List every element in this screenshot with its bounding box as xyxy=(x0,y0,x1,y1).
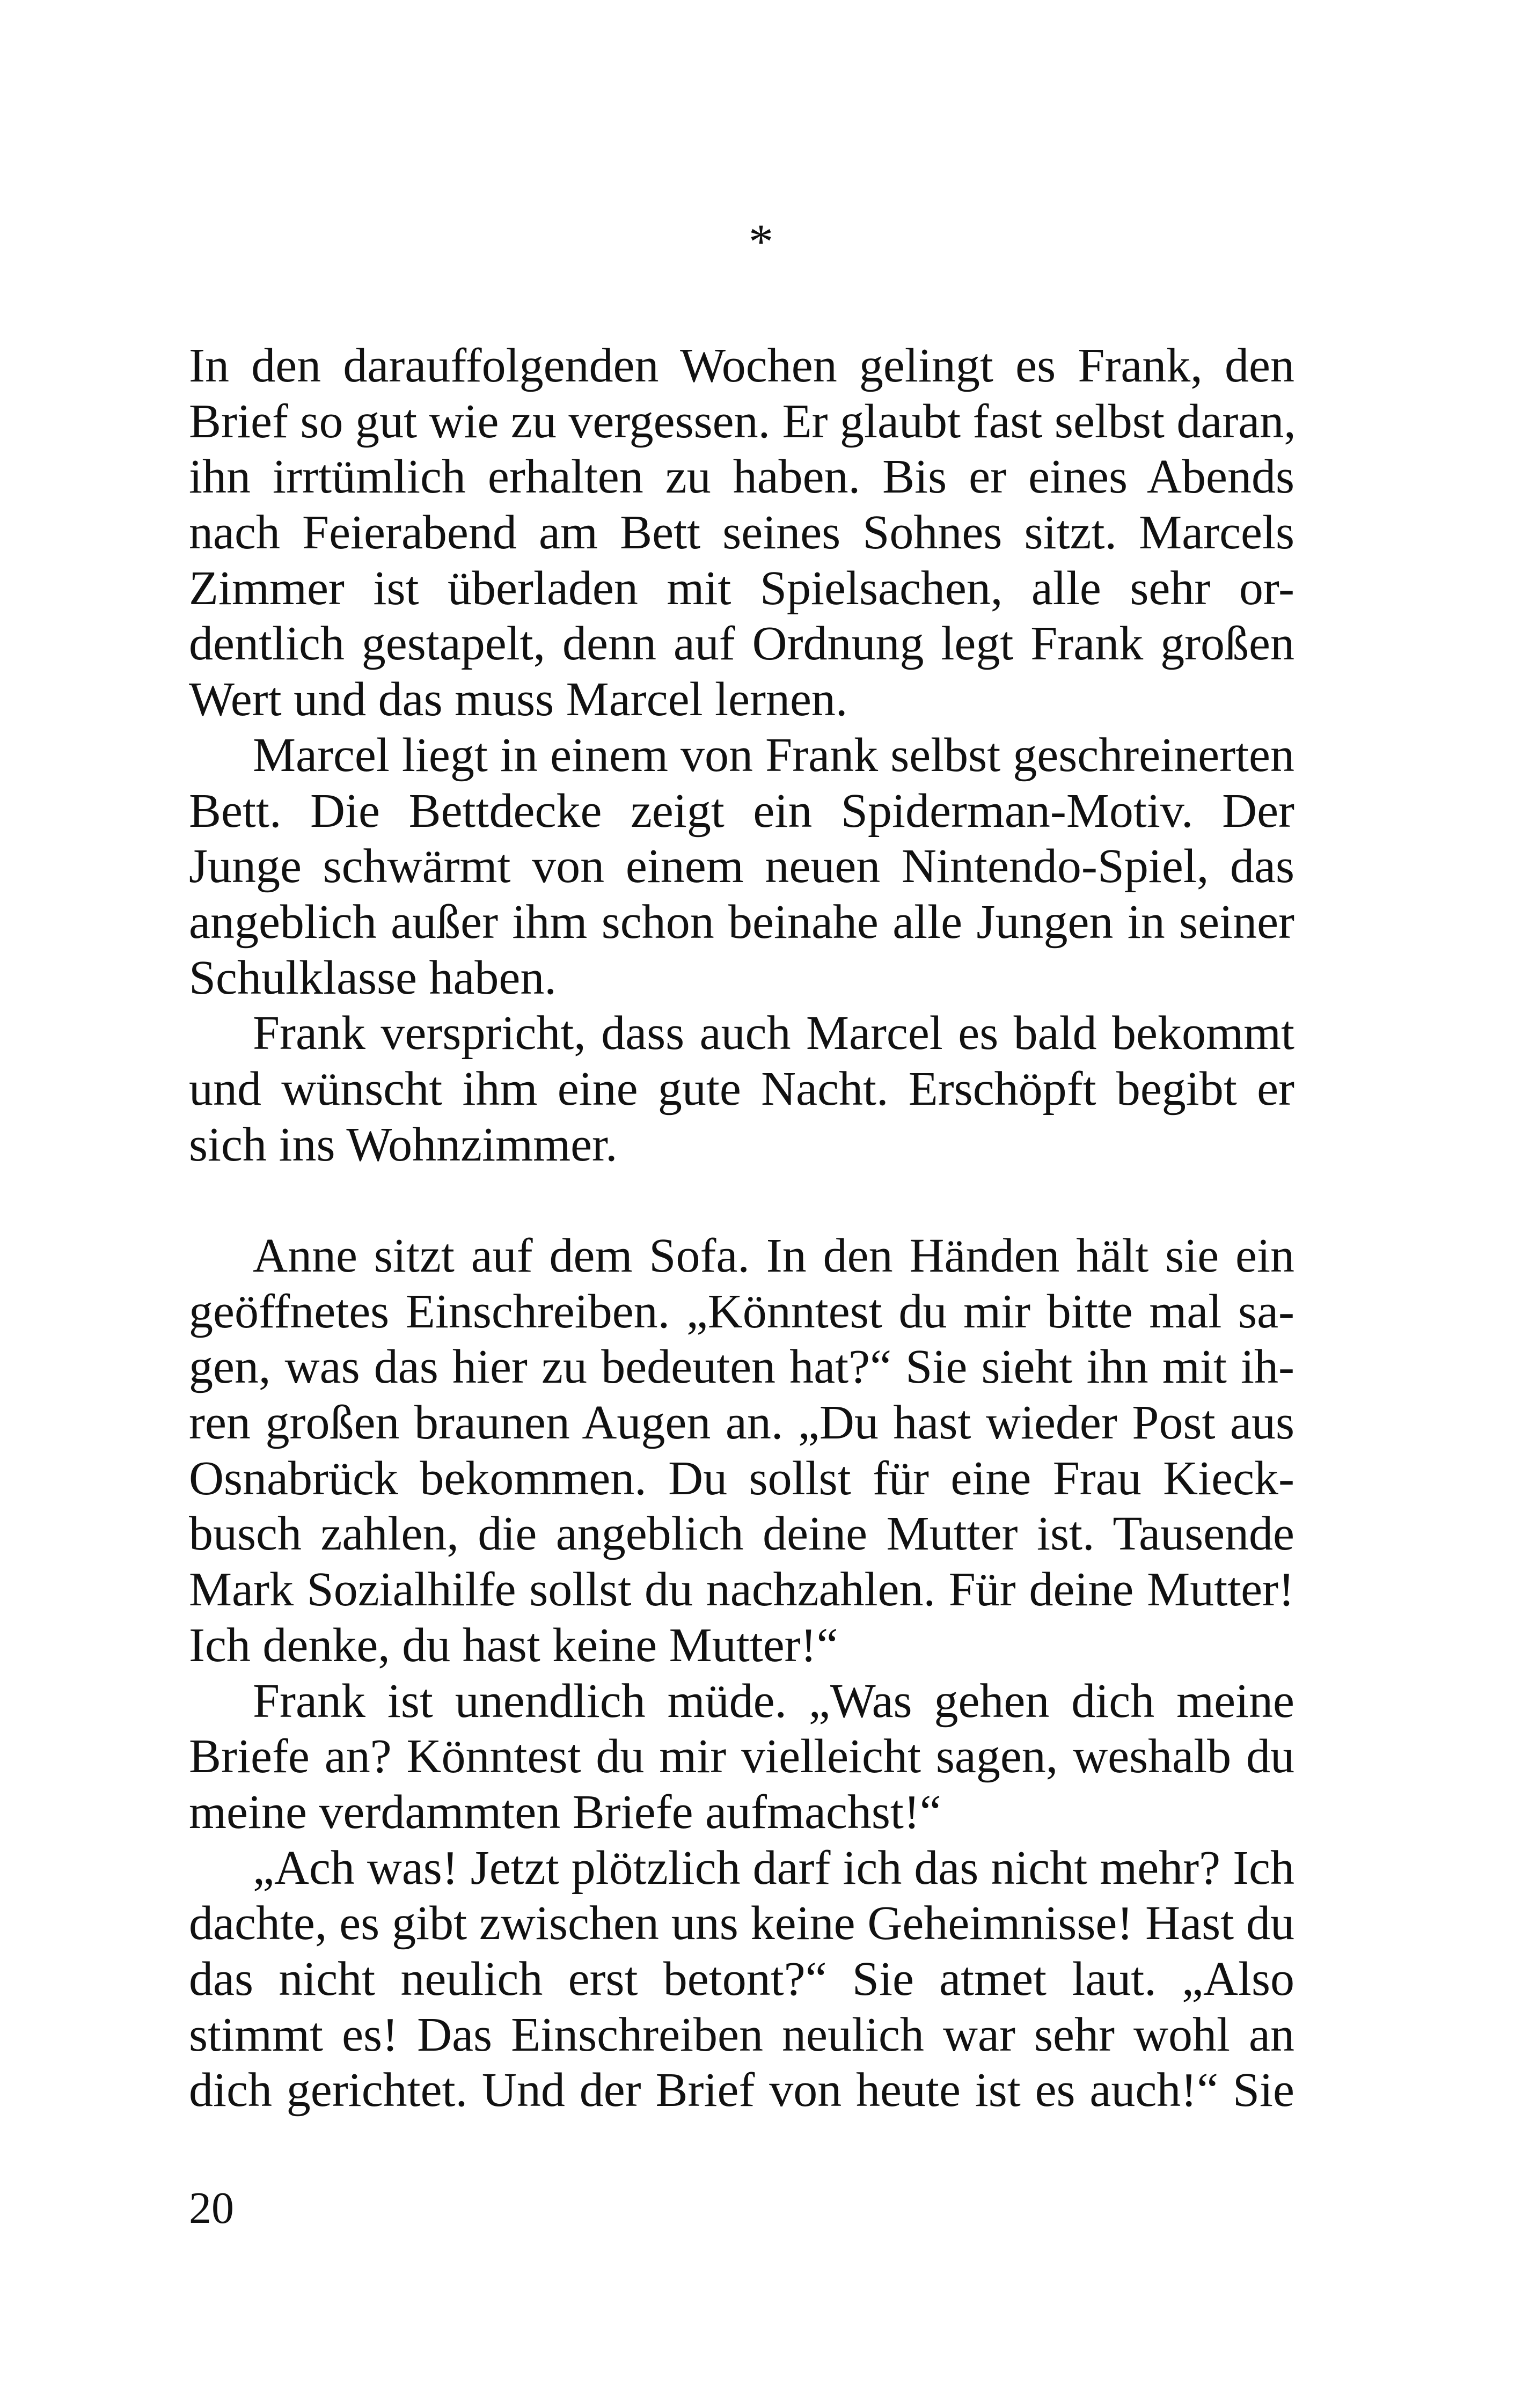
text-line: Zimmer ist überladen mit Spielsachen, alle sehr or- xyxy=(189,561,1294,615)
text-line: Frank verspricht, dass auch Marcel es bald bekommt xyxy=(253,1007,1294,1060)
paragraph xyxy=(189,338,1294,728)
text-line: Junge schwärmt von einem neuen Nintendo-Spiel, das xyxy=(189,840,1294,893)
text-line: busch zahlen, die angeblich deine Mutter ist. Tausende xyxy=(189,1507,1294,1561)
paragraph xyxy=(189,728,1294,1005)
text-line: angeblich außer ihm schon beinahe alle Jungen in seiner xyxy=(189,895,1294,949)
text-line: Mark Sozialhilfe sollst du nachzahlen. Für deine Mutter! xyxy=(189,1563,1294,1617)
paragraph xyxy=(189,1005,1294,1172)
text-line: Frank ist unendlich müde. „Was gehen dich meine xyxy=(253,1674,1294,1728)
scene-break xyxy=(189,1172,1294,1228)
text-line: dich gerichtet. Und der Brief von heute ist es auch!“ Sie xyxy=(189,2064,1294,2117)
paragraph xyxy=(189,1673,1294,1840)
text-line: sich ins Wohnzimmer. xyxy=(189,1118,618,1171)
text-line: das nicht neulich erst betont?“ Sie atmet laut. „Also xyxy=(189,1952,1294,2006)
text-line: Briefe an? Könntest du mir vielleicht sagen, weshalb du xyxy=(189,1730,1294,1783)
text-line: meine verdammten Briefe aufmachst!“ xyxy=(189,1785,941,1839)
text-line: nach Feierabend am Bett seines Sohnes sitzt. Marcels xyxy=(189,506,1294,560)
text-line: Bett. Die Bettdecke zeigt ein Spiderman-Motiv. Der xyxy=(189,784,1294,838)
text-line: Ich denke, du hast keine Mutter!“ xyxy=(189,1618,838,1672)
paragraph xyxy=(189,1840,1294,2118)
text-line: Anne sitzt auf dem Sofa. In den Händen hält sie ein xyxy=(253,1229,1294,1282)
section-separator: * xyxy=(749,214,773,269)
text-line: Brief so gut wie zu vergessen. Er glaubt fast selbst daran, xyxy=(189,394,1296,448)
text-line: ren großen braunen Augen an. „Du hast wieder Post aus xyxy=(189,1396,1294,1450)
text-line: gen, was das hier zu bedeuten hat?“ Sie sieht ihn mit ih- xyxy=(189,1340,1294,1394)
body-text xyxy=(189,338,1294,2118)
text-line: und wünscht ihm eine gute Nacht. Erschöpft begibt er xyxy=(189,1062,1294,1115)
paragraph xyxy=(189,1228,1294,1673)
text-line: „Ach was! Jetzt plötzlich darf ich das nicht mehr? Ich xyxy=(253,1841,1294,1895)
text-line: Marcel liegt in einem von Frank selbst geschreinerten xyxy=(253,728,1294,782)
text-line: dachte, es gibt zwischen uns keine Geheimnisse! Hast du xyxy=(189,1897,1294,1950)
text-line: stimmt es! Das Einschreiben neulich war sehr wohl an xyxy=(189,2008,1294,2061)
text-line: geöffnetes Einschreiben. „Könntest du mir bitte mal sa- xyxy=(189,1284,1294,1338)
page-number: 20 xyxy=(189,2183,234,2233)
text-line: In den darauffolgenden Wochen gelingt es Frank, den xyxy=(189,339,1294,392)
text-line: Osnabrück bekommen. Du sollst für eine Frau Kieck- xyxy=(189,1451,1294,1505)
text-line: Wert und das muss Marcel lernen. xyxy=(189,673,848,726)
text-line: ihn irrtümlich erhalten zu haben. Bis er eines Abends xyxy=(189,450,1294,504)
text-line: dentlich gestapelt, denn auf Ordnung legt Frank großen xyxy=(189,617,1294,671)
text-line: Schulklasse haben. xyxy=(189,951,557,1004)
